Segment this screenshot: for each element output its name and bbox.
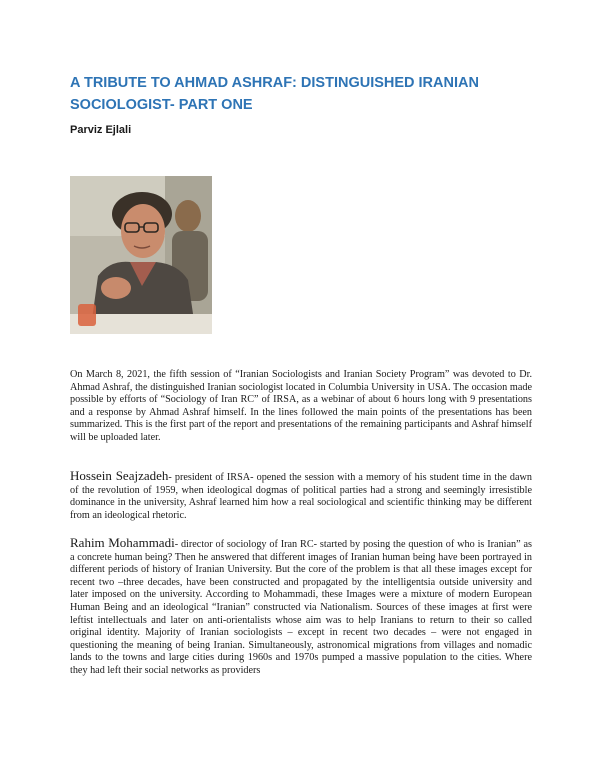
paragraph-mohammadi xyxy=(70,537,532,678)
paragraph-seajzadeh-text: - president of IRSA- opened the session with a memory of his student time in the dawn of the revolution of 1959, when ideological dogmas of political parties had a strong and seemingly irresistible dominance in the university, Ashraf learned him how a real sociological and scientific thinking may be different from an ideological rhetoric. xyxy=(70,472,532,521)
portrait-photo xyxy=(70,176,212,334)
paragraph-seajzadeh xyxy=(70,470,532,522)
speaker-name-mohammadi: Rahim Mohammadi xyxy=(70,535,175,550)
paragraph-intro: On March 8, 2021, the fifth session of “Iranian Sociologists and Iranian Society Program” was devoted to Dr. Ahmad Ashraf, the distinguished Iranian sociologist located in Columbia University in USA. The occasion made possible by efforts of “Sociology of Iran RC” of IRSA, as a webinar of about 6 hours long with 9 presentations and a response by Ahmad Ashraf himself. In the lines followed the main points of the presentations has been summarized. This is the first part of the report and presentations of the remaining participants and Ashraf himself will be uploaded later. xyxy=(70,369,532,443)
article-title: A TRIBUTE TO AHMAD ASHRAF: DISTINGUISHED IRANIAN SOCIOLOGIST- PART ONE xyxy=(70,75,479,113)
article-author: Parviz Ejlali xyxy=(70,124,132,136)
speaker-name-seajzadeh: Hossein Seajzadeh xyxy=(70,468,169,483)
paragraph-mohammadi-text: - director of sociology of Iran RC- started by posing the question of who is Iranian” as a concrete human being? Then he answered that different images of Iranian human being have been portrayed in different periods of history of Iranian University. But the core of the problem is that all these images except for recent two –three decades, have been constructed and propagated by the intelligentsia outside university and later imposed on the university. According to Mohammadi, these Images were a mixture of modern European Human Being and an ideological “Iranian” constructed via Nationalism. Sources of these images at first were leftist intellectuals and later on anti-orientalists whose aim was to help Iranians to return to their so called original identity. Majority of Iranian sociologists – except in recent two decades – were not engaged in questioning the meaning of being Iranian. Simultaneously, astronomical migrations from villages and nomadic lands to the towns and large cities during 1960s and 1970s pumped a massive population to the cities. Where they had left their social networks as providers xyxy=(70,539,532,676)
portrait-illustration xyxy=(70,176,212,334)
